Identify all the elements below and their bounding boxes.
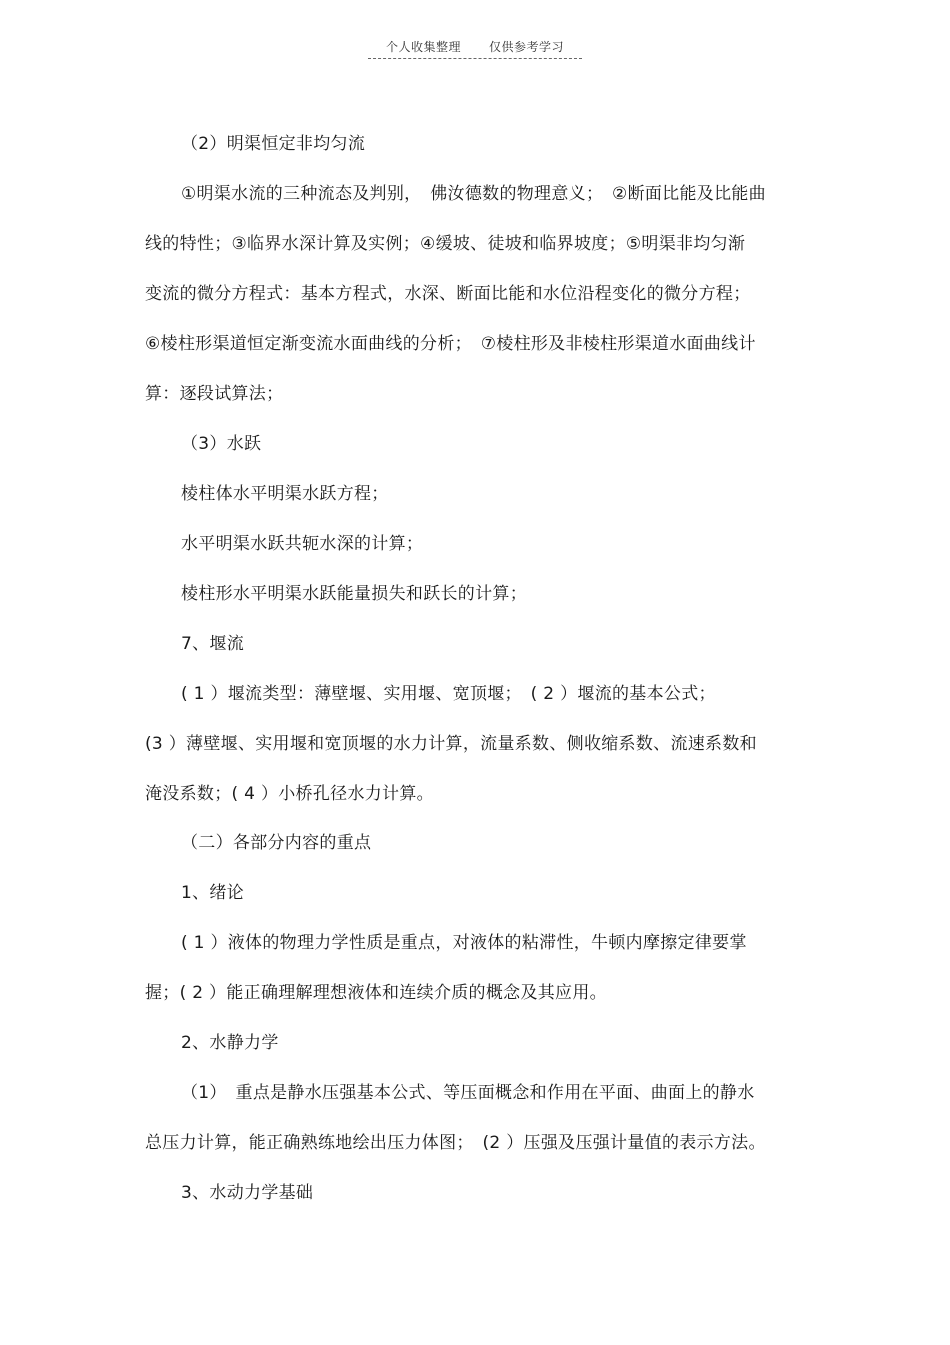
paragraph-line: 总压力计算，能正确熟练地绘出压力体图； (2 ）压强及压强计量值的表示方法。: [145, 1133, 766, 1153]
paragraph-line: 棱柱体水平明渠水跃方程；: [181, 484, 389, 504]
paragraph-line: 算：逐段试算法；: [145, 384, 284, 404]
section-heading: 3、水动力学基础: [181, 1183, 314, 1203]
paragraph-line: ①明渠水流的三种流态及判别， 佛汝德数的物理意义； ②断面比能及比能曲: [181, 184, 766, 204]
section-heading: 1、绪论: [181, 883, 245, 903]
paragraph-line: ( 1 ）堰流类型：薄壁堰、实用堰、宽顶堰； ( 2 ）堰流的基本公式；: [181, 684, 716, 704]
section-heading: 2、水静力学: [181, 1033, 279, 1053]
paragraph-line: （1） 重点是静水压强基本公式、等压面概念和作用在平面、曲面上的静水: [181, 1083, 755, 1103]
section-heading: 7、堰流: [181, 634, 245, 654]
section-heading: （二）各部分内容的重点: [181, 833, 372, 853]
paragraph-line: ( 1 ）液体的物理力学性质是重点，对液体的粘滞性，牛顿内摩擦定律要掌: [181, 933, 747, 953]
page-header: [0, 38, 950, 62]
header-text-group: [368, 38, 582, 59]
paragraph-line: 握；( 2 ）能正确理解理想液体和连续介质的概念及其应用。: [145, 983, 607, 1003]
header-right-text: 仅供参考学习: [489, 40, 565, 54]
paragraph-line: 淹没系数；( 4 ）小桥孔径水力计算。: [145, 784, 434, 804]
paragraph-line: 变流的微分方程式：基本方程式，水深、断面比能和水位沿程变化的微分方程；: [145, 284, 751, 304]
subsection-heading: （2）明渠恒定非均匀流: [181, 134, 366, 154]
header-left-text: 个人收集整理: [385, 40, 461, 54]
paragraph-line: 线的特性；③临界水深计算及实例；④缓坡、徒坡和临界坡度；⑤明渠非均匀渐: [145, 234, 746, 254]
paragraph-line: (3 ）薄壁堰、实用堰和宽顶堰的水力计算，流量系数、侧收缩系数、流速系数和: [145, 734, 757, 754]
paragraph-line: 棱柱形水平明渠水跃能量损失和跃长的计算；: [181, 584, 527, 604]
subsection-heading: （3）水跃: [181, 434, 262, 454]
paragraph-line: 水平明渠水跃共轭水深的计算；: [181, 534, 424, 554]
paragraph-line: ⑥棱柱形渠道恒定渐变流水面曲线的分析； ⑦棱柱形及非棱柱形渠道水面曲线计: [145, 334, 756, 354]
